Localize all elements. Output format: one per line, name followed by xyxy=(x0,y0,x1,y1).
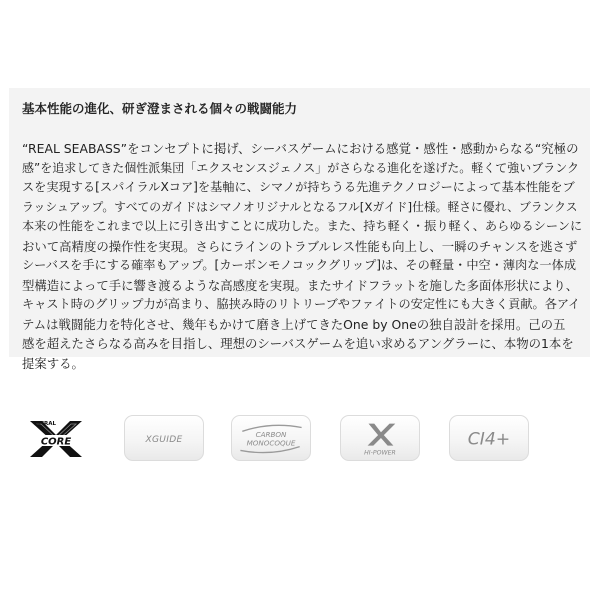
hi-power-x-logo xyxy=(340,415,420,461)
paragraph-line: キャスト時のグリップ力が高まり、脇挟み時のリトリーブやファイトの安定性にも大きく貢献。各アイ xyxy=(22,297,581,311)
feature-description-panel xyxy=(9,88,590,371)
technology-logos xyxy=(12,415,588,463)
hi-power-x-icon xyxy=(341,416,419,460)
svg-text:CI4+: CI4+ xyxy=(467,429,511,450)
paragraph-line: おいて高精度の操作性を実現。さらにラインのトラブルレス性能も向上し、一瞬のチャンスを逃さず xyxy=(22,238,578,254)
spiral-x-core-logo xyxy=(16,415,96,461)
paragraph-line: 感”を追求してきた個性派集団「エクスセンスジェノス」がさらなる進化を遂げた。軽くて強いブランク xyxy=(22,160,580,175)
svg-text:SPIRAL: SPIRAL xyxy=(34,421,57,427)
paragraph-line: ラッシュアップ。すべてのガイドはシマノオリジナルとなるフル[Xガイド]仕様。軽さに優れ、ブランクス xyxy=(22,199,578,214)
paragraph-line: シーバスを手にする確率もアップ。[カーボンモノコックグリップ]は、その軽量・中空・薄肉な一体成 xyxy=(22,258,577,272)
feature-heading: 基本性能の進化、研ぎ澄まされる個々の戦闘能力 xyxy=(22,101,298,116)
carbon-monocoque-logo xyxy=(231,415,311,461)
svg-text:CARBON: CARBON xyxy=(255,430,287,440)
paragraph-line: 型構造によって手に響き渡るような高感度を実現。またサイドフラットを施した多面体形状により、 xyxy=(22,277,579,293)
paragraph-line: 本来の性能をこれまで以上に引き出すことに成功した。また、持ち軽く・振り軽く、あらゆるシーンに xyxy=(22,219,583,233)
paragraph-line: スを実現する[スパイラルXコア]を基軸に、シマノが持ちうる先進テクノロジーによって基本性能をブ xyxy=(22,180,575,194)
x-guide-logo xyxy=(124,415,204,461)
svg-text:HI-POWER: HI-POWER xyxy=(364,449,396,457)
ci4-plus-logo xyxy=(449,415,529,461)
svg-text:CORE: CORE xyxy=(40,436,72,448)
paragraph-line: 感を超えたさらなる高みを目指し、理想のシーバスゲームを追い求めるアングラーに、本物の1本を xyxy=(22,336,574,351)
ci4-plus-icon xyxy=(450,416,528,460)
carbon-monocoque-icon xyxy=(232,416,310,460)
svg-text:XGUIDE: XGUIDE xyxy=(145,434,183,445)
paragraph-line: 提案する。 xyxy=(22,355,84,371)
x-guide-icon xyxy=(125,416,203,460)
spiral-x-core-icon xyxy=(16,415,96,461)
paragraph-line: テムは戦闘能力を特化させ、幾年もかけて磨き上げてきたOne by Oneの独自設計を採用。己の五 xyxy=(22,316,566,332)
svg-text:MONOCOQUE: MONOCOQUE xyxy=(246,438,296,448)
feature-paragraph xyxy=(22,139,582,373)
paragraph-line: “REAL SEABASS”をコンセプトに掲げ、シーバスゲームにおける感覚・感性・感動からなる“究極の xyxy=(22,141,579,156)
